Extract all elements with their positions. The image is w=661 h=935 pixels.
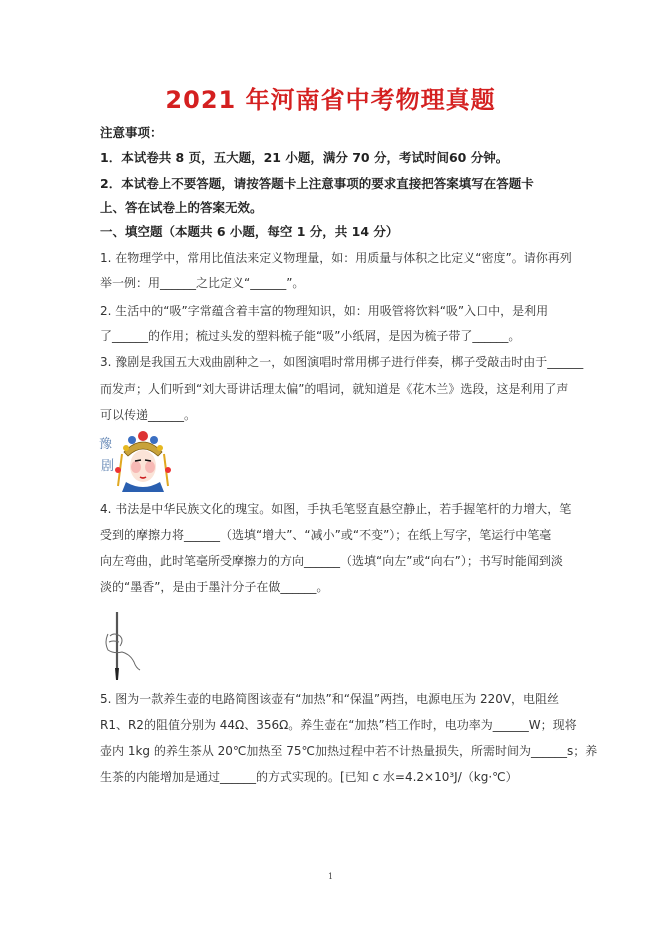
page-number: 1: [327, 872, 334, 881]
notice-item-2-line-2: 上、答在试卷上的答案无效。: [100, 200, 263, 215]
question-2-line-1: 2. 生活中的“吸”字常蕴含着丰富的物理知识，如：用吸管将饮料“吸”入口中，是利用: [100, 304, 549, 318]
question-3-line-3: 可以传递______。: [100, 408, 197, 422]
section-1-heading: 一、填空题（本题共 6 小题，每空 1 分，共 14 分）: [100, 224, 399, 239]
question-5-line-4: 生茶的内能增加是通过______的方式实现的。[已知 c 水=4.2×10³J/（kg·℃）: [100, 770, 518, 784]
question-5-line-3: 壶内 1kg 的养生茶从 20℃加热至 75℃加热过程中若不计热量损失，所需时间为______s；养: [100, 744, 598, 758]
question-4-line-2: 受到的摩擦力将______（选填“增大”、“减小”或“不变”）；在纸上写字，笔运行中笔毫: [100, 528, 552, 542]
brush-pen-image: [100, 610, 148, 682]
question-5-line-2: R1、R2的阻值分别为 44Ω、356Ω。养生壶在“加热”档工作时，电功率为______W；现将: [100, 718, 577, 732]
question-4-line-3: 向左弯曲，此时笔毫所受摩擦力的方向______（选填“向左”或“向右”）；书写时能闻到淡: [100, 554, 563, 568]
opera-caption-char-2: 剧: [101, 459, 115, 474]
question-3-line-2: 而发声；人们听到“刘大哥讲话理太偏”的唱词，就知道是《花木兰》选段，这是利用了声: [100, 382, 569, 396]
notice-heading: 注意事项：: [100, 125, 163, 140]
opera-caption-char-1: 豫: [99, 437, 113, 452]
question-1-line-1: 1. 在物理学中，常用比值法来定义物理量，如：用质量与体积之比定义“密度”。请你再列: [100, 251, 572, 265]
opera-mask-image: [96, 430, 188, 492]
question-2-line-2: 了______的作用；梳过头发的塑料梳子能“吸”小纸屑，是因为梳子带了______。: [100, 329, 521, 343]
notice-item-2-line-1: 2．本试卷上不要答题，请按答题卡上注意事项的要求直接把答案填写在答题卡: [100, 176, 534, 191]
question-1-line-2: 举一例：用______之比定义“______”。: [100, 276, 305, 290]
question-3-line-1: 3. 豫剧是我国五大戏曲剧种之一，如图演唱时常用梆子进行伴奏，梆子受敲击时由于______: [100, 355, 584, 369]
page-title: 2021 年河南省中考物理真题: [165, 86, 496, 114]
notice-item-1: 1．本试卷共 8 页，五大题，21 小题，满分 70 分，考试时间60 分钟。: [100, 150, 509, 165]
question-5-line-1: 5. 图为一款养生壶的电路简图该壶有“加热”和“保温”两挡，电源电压为 220V，电阻丝: [100, 692, 560, 706]
question-4-line-4: 淡的“墨香”，是由于墨汁分子在做______。: [100, 580, 329, 594]
question-4-line-1: 4. 书法是中华民族文化的瑰宝。如图，手执毛笔竖直悬空静止，若手握笔杆的力增大，笔: [100, 502, 572, 516]
